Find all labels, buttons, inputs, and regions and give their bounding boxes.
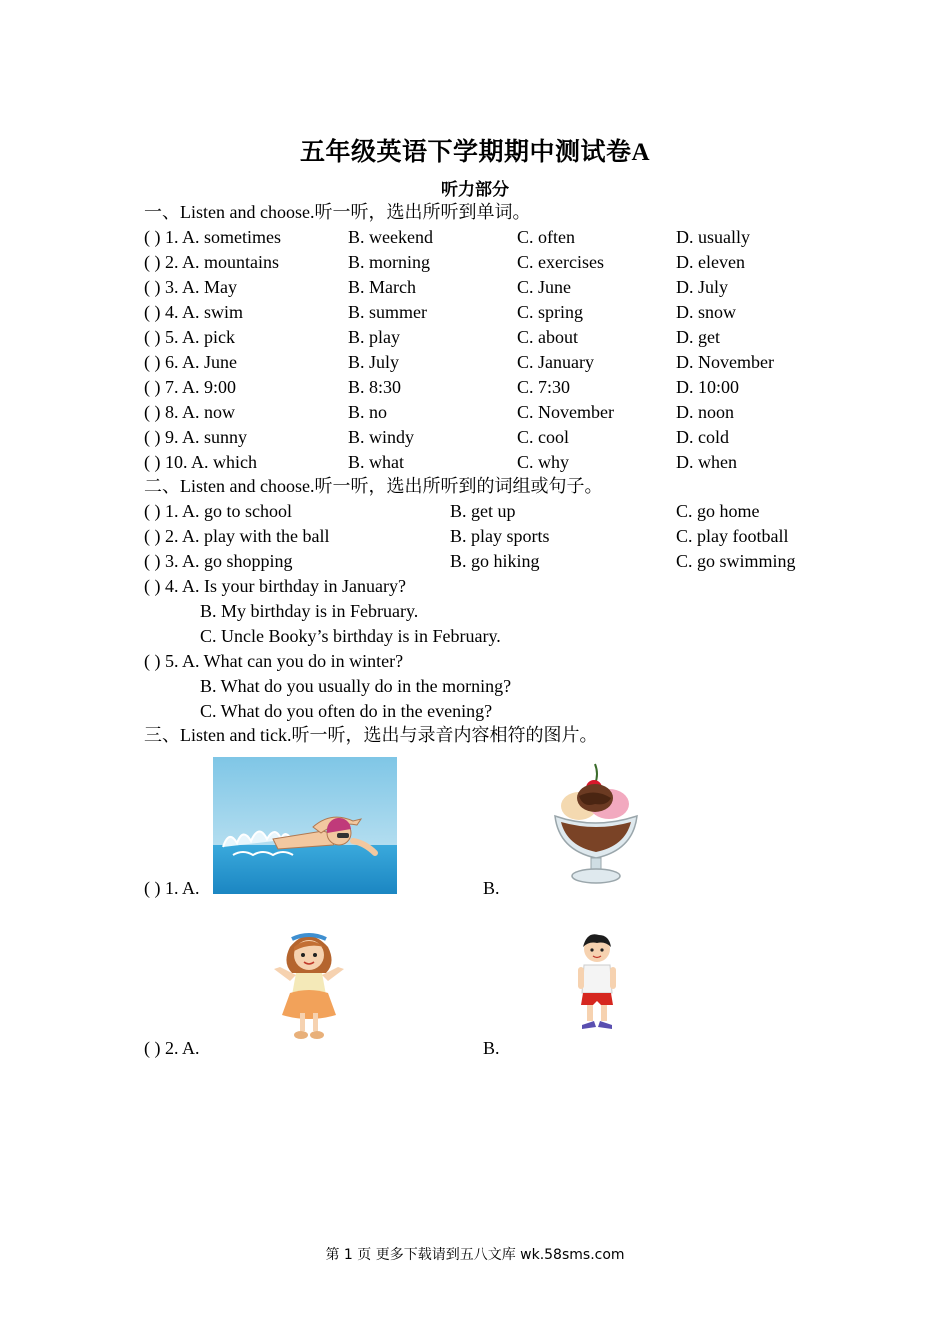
part2-q3-option-b: B. go hiking <box>450 551 540 571</box>
part1-question-8: ( ) 8. A. now <box>144 402 235 422</box>
part3-question-2: ( ) 2. A. <box>144 1038 200 1058</box>
page-title: 五年级英语下学期期中测试卷A <box>299 139 651 166</box>
part2-question-1: ( ) 1. A. go to school <box>144 501 292 521</box>
boy-image <box>572 933 622 1035</box>
part2-q3-option-c: C. go swimming <box>676 551 796 571</box>
part1-question-4: ( ) 4. A. swim <box>144 302 243 322</box>
part1-q3-option-b: B. March <box>348 277 416 297</box>
part1-q7-option-d: D. 10:00 <box>676 377 739 397</box>
part1-q2-option-d: D. eleven <box>676 252 745 272</box>
part1-q4-option-c: C. spring <box>517 302 584 322</box>
part1-question-1: ( ) 1. A. sometimes <box>144 227 281 247</box>
part1-q3-option-d: D. July <box>676 277 729 297</box>
part1-q10-option-d: D. when <box>676 452 737 472</box>
part1-q5-option-c: C. about <box>517 327 578 347</box>
part1-q4-option-b: B. summer <box>348 302 427 322</box>
part1-q1-option-c: C. often <box>517 227 575 247</box>
part1-q2-option-b: B. morning <box>348 252 431 272</box>
part1-question-5: ( ) 5. A. pick <box>144 327 235 347</box>
part3-heading: 三、Listen and tick.听一听，选出与录音内容相符的图片。 <box>144 725 598 745</box>
part1-q9-option-b: B. windy <box>348 427 415 447</box>
part3-q1-option-b: B. <box>483 878 500 898</box>
part2-question-4: ( ) 4. A. Is your birthday in January? <box>144 576 406 596</box>
section-subtitle: 听力部分 <box>441 180 509 199</box>
part2-q5-option-b: B. What do you usually do in the morning? <box>200 676 512 696</box>
part1-heading: 一、Listen and choose.听一听，选出所听到单词。 <box>144 202 531 222</box>
part3-question-1: ( ) 1. A. <box>144 878 200 898</box>
swimming-boy-image <box>213 757 397 894</box>
part1-q10-option-c: C. why <box>517 452 570 472</box>
part1-q9-option-c: C. cool <box>517 427 569 447</box>
part3-q2-option-b: B. <box>483 1038 500 1058</box>
part1-question-6: ( ) 6. A. June <box>144 352 237 372</box>
part1-q2-option-c: C. exercises <box>517 252 604 272</box>
part1-q9-option-d: D. cold <box>676 427 729 447</box>
part1-q7-option-b: B. 8:30 <box>348 377 402 397</box>
part2-q1-option-c: C. go home <box>676 501 760 521</box>
part1-q4-option-d: D. snow <box>676 302 737 322</box>
part1-q8-option-b: B. no <box>348 402 388 422</box>
part1-q7-option-c: C. 7:30 <box>517 377 571 397</box>
part1-q8-option-c: C. November <box>517 402 614 422</box>
part2-question-3: ( ) 3. A. go shopping <box>144 551 293 571</box>
ice-cream-sundae-image <box>549 762 643 886</box>
part2-question-5: ( ) 5. A. What can you do in winter? <box>144 651 404 671</box>
part2-question-2: ( ) 2. A. play with the ball <box>144 526 330 546</box>
part1-question-9: ( ) 9. A. sunny <box>144 427 247 447</box>
part1-q8-option-d: D. noon <box>676 402 734 422</box>
girl-image <box>266 929 352 1043</box>
part1-q3-option-c: C. June <box>517 277 571 297</box>
part1-q10-option-b: B. what <box>348 452 404 472</box>
part1-q6-option-c: C. January <box>517 352 594 372</box>
part1-question-3: ( ) 3. A. May <box>144 277 237 297</box>
part2-q1-option-b: B. get up <box>450 501 516 521</box>
part2-heading: 二、Listen and choose.听一听，选出所听到的词组或句子。 <box>144 476 603 496</box>
part1-question-2: ( ) 2. A. mountains <box>144 252 279 272</box>
part1-q5-option-b: B. play <box>348 327 400 347</box>
part2-q5-option-c: C. What do you often do in the evening? <box>200 701 493 721</box>
part1-q6-option-b: B. July <box>348 352 400 372</box>
part2-q4-option-b: B. My birthday is in February. <box>200 601 419 621</box>
part2-q2-option-c: C. play football <box>676 526 789 546</box>
part1-q6-option-d: D. November <box>676 352 774 372</box>
part1-q1-option-d: D. usually <box>676 227 750 247</box>
part2-q2-option-b: B. play sports <box>450 526 550 546</box>
part1-question-7: ( ) 7. A. 9:00 <box>144 377 236 397</box>
part1-q1-option-b: B. weekend <box>348 227 433 247</box>
part1-question-10: ( ) 10. A. which <box>144 452 257 472</box>
part1-q5-option-d: D. get <box>676 327 720 347</box>
page-footer: 第 1 页 更多下载请到五八文库 wk.58sms.com <box>325 1247 625 1263</box>
part2-q4-option-c: C. Uncle Booky’s birthday is in February. <box>200 626 501 646</box>
